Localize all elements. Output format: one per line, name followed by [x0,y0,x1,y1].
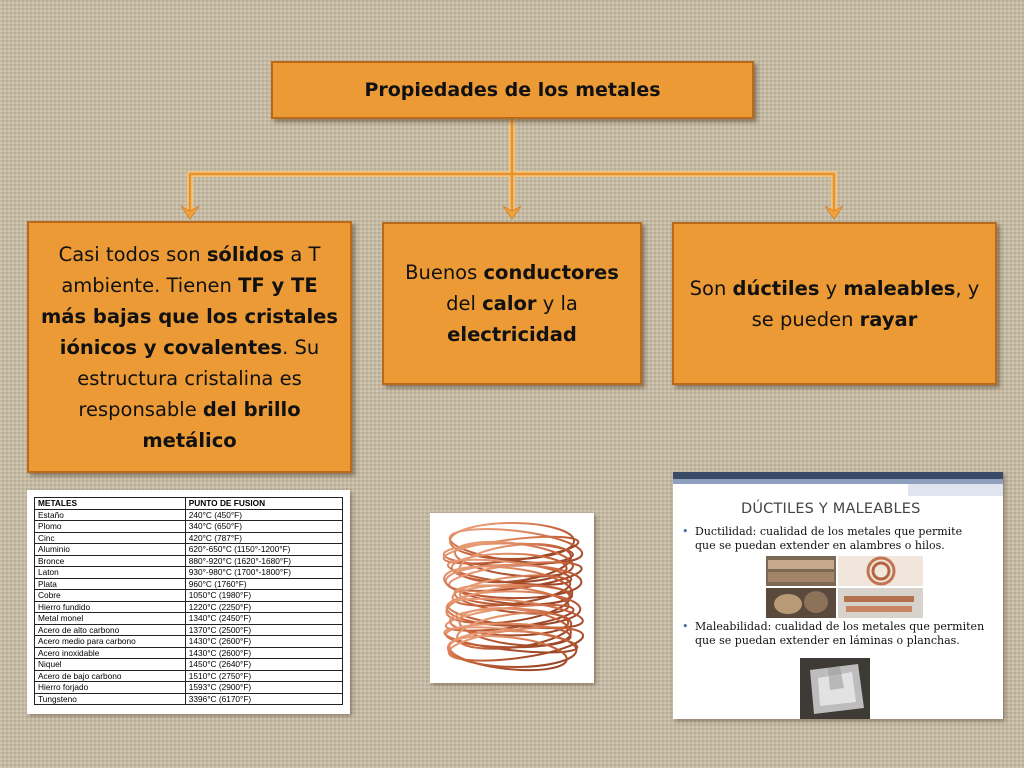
page-title: Propiedades de los metales [364,79,661,101]
metal-name-cell: Niquel [35,659,186,671]
metal-name-cell: Acero de bajo carbono [35,670,186,682]
table-row [35,670,343,682]
table-row [35,682,343,694]
table-row [35,532,343,544]
table-header: METALES [35,498,186,510]
table-row [35,693,343,705]
metal-name-cell: Hierro fundido [35,601,186,613]
melting-point-cell: 1510°C (2750°F) [185,670,342,682]
table-row [35,578,343,590]
copper-wire-photo [430,513,594,683]
melting-point-cell: 880°-920°C (1620°-1680°F) [185,555,342,567]
melting-point-cell: 420°C (787°F) [185,532,342,544]
metal-name-cell: Acero medio para carbono [35,636,186,648]
metal-name-cell: Cinc [35,532,186,544]
property-text: Buenos conductores del calor y la electricidad [405,261,619,346]
table-row [35,601,343,613]
metal-name-cell: Aluminio [35,544,186,556]
table-row [35,659,343,671]
metal-products-photo [766,556,923,618]
table-row [35,624,343,636]
table-row [35,521,343,533]
metal-name-cell: Metal monel [35,613,186,625]
metal-name-cell: Plata [35,578,186,590]
property-box-ductile [672,222,997,385]
metal-name-cell: Laton [35,567,186,579]
table-row [35,613,343,625]
melting-point-cell: 1430°C (2600°F) [185,636,342,648]
bullet-icon: • [682,620,689,633]
slide-heading: DÚCTILES Y MALEABLES [741,501,921,517]
metal-name-cell: Tungsteno [35,693,186,705]
melting-point-cell: 1370°C (2500°F) [185,624,342,636]
melting-point-cell: 960°C (1760°F) [185,578,342,590]
table-row [35,567,343,579]
metal-name-cell: Acero de alto carbono [35,624,186,636]
title-box [271,61,754,119]
property-box-solids [27,221,352,473]
slide-top-bar [673,472,1003,479]
table-row [35,544,343,556]
melting-point-cell: 1340°C (2450°F) [185,613,342,625]
melting-point-cell: 1220°C (2250°F) [185,601,342,613]
slide-bullet: • Ductilidad: cualidad de los metales que permite que se puedan extender en alambres o hilos. [682,525,963,552]
table-row [35,590,343,602]
copper-coil-illustration [430,513,594,683]
table-row [35,636,343,648]
melting-point-cell: 1430°C (2600°F) [185,647,342,659]
table-row [35,647,343,659]
bullet-icon: • [682,525,689,538]
metal-foil-photo [800,658,870,719]
melting-point-table [34,497,343,705]
metal-name-cell: Plomo [35,521,186,533]
table-body [35,509,343,705]
property-text: Casi todos son sólidos a T ambiente. Tienen TF y TE más bajas que los cristales iónicos y covalentes. Su estructura cristalina es responsable del brillo metálico [40,242,339,452]
melting-point-cell: 930°-980°C (1700°-1800°F) [185,567,342,579]
slide-top-bar [908,484,1003,496]
melting-point-cell: 340°C (650°F) [185,521,342,533]
table-header-row [35,498,343,510]
melting-point-cell: 3396°C (6170°F) [185,693,342,705]
melting-point-table-image [27,490,350,714]
ductility-slide-image [673,472,1003,719]
melting-point-cell: 1593°C (2900°F) [185,682,342,694]
metal-name-cell: Cobre [35,590,186,602]
property-text: Son dúctiles y maleables, y se pueden rayar [689,276,980,331]
property-box-conductors [382,222,642,385]
metal-name-cell: Estaño [35,509,186,521]
table-row [35,555,343,567]
slide-bullet: • Maleabilidad: cualidad de los metales que permiten que se puedan extender en láminas o planchas. [682,620,985,647]
melting-point-cell: 240°C (450°F) [185,509,342,521]
metal-name-cell: Hierro forjado [35,682,186,694]
melting-point-cell: 620°-650°C (1150°-1200°F) [185,544,342,556]
metal-name-cell: Bronce [35,555,186,567]
table-header: PUNTO DE FUSION [185,498,342,510]
table-row [35,509,343,521]
metal-name-cell: Acero inoxidable [35,647,186,659]
melting-point-cell: 1050°C (1980°F) [185,590,342,602]
melting-point-cell: 1450°C (2640°F) [185,659,342,671]
